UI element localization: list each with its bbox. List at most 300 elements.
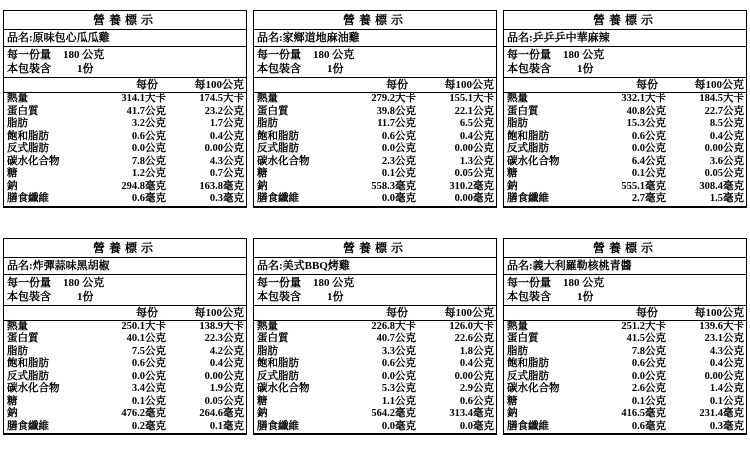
nutrient-per-serving-value: 41.7公克: [126, 105, 166, 117]
nutrient-row: [254, 358, 496, 371]
nutrient-name: 膳食纖維: [257, 193, 299, 204]
product-name-label: 品名:: [7, 32, 33, 44]
column-header-per-serving: 每份: [386, 306, 408, 319]
serving-info: [4, 47, 246, 78]
column-header-per-serving: 每份: [636, 306, 658, 319]
nutrient-name: 反式脂肪: [7, 143, 49, 154]
product-name-label: 品名:: [257, 259, 283, 272]
package-contains-value: 1份: [77, 290, 94, 303]
serving-size-label: 每一份量: [7, 49, 51, 61]
nutrient-per-serving-value: 558.3毫克: [371, 180, 416, 192]
nutrient-name: 糖: [7, 168, 18, 179]
nutrient-name: 糖: [507, 395, 518, 407]
nutrient-per-serving-value: 7.5公克: [131, 345, 166, 357]
product-name-label: 品名:: [507, 32, 533, 44]
nutrient-per-100g-value: 0.05公克: [704, 168, 744, 179]
nutrient-per-serving-value: 0.0公克: [131, 143, 166, 154]
nutrient-per-serving-value: 7.8公克: [131, 155, 166, 167]
nutrient-row: [4, 143, 246, 156]
nutrient-row: [504, 408, 746, 421]
nutrient-name: 蛋白質: [257, 333, 289, 344]
product-name-label: 品名:: [257, 32, 283, 44]
nutrient-row: [504, 106, 746, 119]
serving-size-row: [254, 48, 496, 62]
nutrient-per-serving-value: 0.0公克: [631, 370, 666, 382]
nutrient-per-serving-value: 0.6公克: [631, 358, 666, 369]
label-title: 營養標示: [4, 11, 246, 30]
nutrient-table: [4, 93, 246, 206]
nutrient-row: [254, 321, 496, 334]
nutrient-per-serving-value: 564.2毫克: [371, 408, 416, 419]
serving-size-value: 180 公克: [313, 49, 355, 61]
nutrient-per-100g-value: 22.1公克: [454, 105, 494, 117]
nutrient-per-serving-value: 2.6公克: [631, 383, 666, 394]
nutrient-name: 熱量: [507, 320, 528, 332]
nutrient-per-serving-value: 0.6公克: [131, 130, 166, 142]
nutrient-per-100g-value: 1.5毫克: [709, 193, 744, 204]
nutrient-name: 飽和脂肪: [7, 130, 49, 142]
serving-size-row: [4, 48, 246, 62]
nutrient-per-100g-value: 4.3公克: [209, 155, 244, 167]
nutrient-per-serving-value: 0.0毫克: [381, 193, 416, 204]
nutrient-table: [504, 321, 746, 434]
nutrient-row: [504, 421, 746, 434]
nutrient-per-100g-value: 0.3毫克: [709, 420, 744, 432]
column-header-per-100g: 每100公克: [444, 79, 494, 91]
nutrient-row: [254, 383, 496, 396]
nutrient-row: [504, 93, 746, 106]
product-name-row: [254, 30, 496, 47]
nutrient-per-100g-value: 0.00公克: [704, 370, 744, 382]
nutrient-per-serving-value: 1.1公克: [381, 395, 416, 407]
nutrient-per-serving-value: 0.6公克: [631, 130, 666, 142]
nutrient-name: 熱量: [257, 93, 278, 104]
nutrient-per-serving-value: 0.6公克: [131, 358, 166, 369]
nutrient-name: 碳水化合物: [7, 383, 60, 394]
nutrient-name: 碳水化合物: [257, 383, 310, 394]
nutrient-per-100g-value: 23.2公克: [204, 105, 244, 117]
column-header-spacer: [4, 306, 80, 320]
nutrient-per-serving-value: 0.6毫克: [631, 420, 666, 432]
nutrient-per-100g-value: 1.3公克: [459, 155, 494, 167]
nutrition-label-panel: [3, 238, 247, 436]
nutrient-name: 碳水化合物: [507, 383, 560, 394]
serving-info: [254, 275, 496, 306]
nutrient-name: 反式脂肪: [507, 143, 549, 154]
nutrient-per-serving-value: 250.1大卡: [121, 320, 166, 332]
nutrient-per-serving-value: 40.8公克: [626, 105, 666, 117]
nutrient-per-100g-value: 3.6公克: [709, 155, 744, 167]
package-contains-row: [254, 62, 496, 76]
nutrient-row: [4, 383, 246, 396]
nutrient-row: [4, 168, 246, 181]
nutrient-name: 碳水化合物: [7, 155, 60, 167]
column-header-per-serving: 每份: [136, 79, 158, 91]
nutrient-per-100g-value: 308.4毫克: [699, 180, 744, 192]
nutrient-per-serving-value: 40.7公克: [376, 333, 416, 344]
nutrient-row: [4, 106, 246, 119]
nutrient-row: [254, 168, 496, 181]
nutrient-table: [254, 93, 496, 206]
nutrient-name: 脂肪: [257, 118, 278, 129]
nutrient-name: 脂肪: [7, 345, 28, 357]
nutrient-per-100g-value: 0.00公克: [204, 370, 244, 382]
nutrient-per-100g-value: 0.1毫克: [209, 420, 244, 432]
nutrient-per-serving-value: 332.1大卡: [621, 93, 666, 104]
package-contains-value: 1份: [327, 63, 344, 75]
nutrient-per-serving-value: 2.7毫克: [631, 193, 666, 204]
nutrient-row: [254, 396, 496, 409]
nutrient-row: [504, 168, 746, 181]
package-contains-row: [504, 290, 746, 304]
nutrient-per-serving-value: 0.2毫克: [131, 420, 166, 432]
serving-size-row: [4, 276, 246, 290]
product-name: 美式BBQ烤雞: [282, 259, 350, 272]
nutrient-name: 蛋白質: [257, 105, 289, 117]
nutrient-name: 鈉: [507, 408, 518, 419]
serving-info: [254, 47, 496, 78]
column-header-per-100g: 每100公克: [694, 79, 744, 91]
column-header-row: [4, 306, 246, 321]
nutrient-per-100g-value: 0.6公克: [459, 395, 494, 407]
nutrient-row: [254, 143, 496, 156]
nutrient-name: 鈉: [7, 408, 18, 419]
nutrient-per-serving-value: 279.2大卡: [371, 93, 416, 104]
nutrient-per-100g-value: 1.9公克: [209, 383, 244, 394]
package-contains-row: [4, 62, 246, 76]
nutrient-per-100g-value: 310.2毫克: [449, 180, 494, 192]
nutrient-name: 蛋白質: [7, 105, 39, 117]
nutrient-per-100g-value: 0.4公克: [459, 130, 494, 142]
label-title: 營養標示: [4, 239, 246, 258]
nutrient-per-100g-value: 0.1公克: [709, 395, 744, 407]
nutrient-name: 反式脂肪: [7, 370, 49, 382]
nutrient-row: [504, 143, 746, 156]
nutrient-per-100g-value: 0.05公克: [204, 395, 244, 407]
nutrient-name: 反式脂肪: [507, 370, 549, 382]
nutrient-row: [504, 321, 746, 334]
nutrient-row: [4, 333, 246, 346]
nutrient-name: 飽和脂肪: [257, 130, 299, 142]
nutrient-name: 膳食纖維: [7, 420, 49, 432]
nutrient-per-serving-value: 5.3公克: [381, 383, 416, 394]
nutrient-name: 蛋白質: [507, 333, 539, 344]
nutrient-per-100g-value: 163.8毫克: [199, 180, 244, 192]
nutrient-name: 飽和脂肪: [7, 358, 49, 369]
nutrient-per-serving-value: 0.1公克: [631, 395, 666, 407]
nutrient-per-100g-value: 264.6毫克: [199, 408, 244, 419]
nutrient-row: [504, 181, 746, 194]
nutrient-row: [254, 371, 496, 384]
nutrient-per-100g-value: 0.0毫克: [459, 420, 494, 432]
serving-info: [504, 47, 746, 78]
serving-size-label: 每一份量: [257, 276, 301, 289]
nutrient-row: [4, 371, 246, 384]
nutrient-per-100g-value: 22.7公克: [704, 105, 744, 117]
nutrient-per-100g-value: 22.3公克: [204, 333, 244, 344]
nutrient-per-100g-value: 0.3毫克: [209, 193, 244, 204]
nutrient-per-100g-value: 0.00公克: [204, 143, 244, 154]
nutrient-per-100g-value: 22.6公克: [454, 333, 494, 344]
nutrient-per-serving-value: 0.0公克: [631, 143, 666, 154]
nutrient-per-100g-value: 1.7公克: [209, 118, 244, 129]
nutrient-per-100g-value: 174.5大卡: [199, 93, 244, 104]
nutrient-per-100g-value: 0.4公克: [709, 358, 744, 369]
nutrient-row: [504, 346, 746, 359]
nutrient-row: [254, 193, 496, 206]
nutrient-row: [254, 106, 496, 119]
product-name-row: [254, 258, 496, 275]
serving-size-label: 每一份量: [7, 276, 51, 289]
nutrient-per-serving-value: 294.8毫克: [121, 180, 166, 192]
nutrient-row: [254, 408, 496, 421]
serving-info: [504, 275, 746, 306]
nutrient-per-100g-value: 126.0大卡: [449, 320, 494, 332]
label-title: 營養標示: [254, 11, 496, 30]
label-title: 營養標示: [504, 239, 746, 258]
column-header-per-100g: 每100公克: [194, 306, 244, 319]
nutrition-label-panel: [503, 10, 747, 208]
nutrient-per-serving-value: 0.1公克: [381, 168, 416, 179]
product-name-row: [504, 30, 746, 47]
nutrient-per-serving-value: 41.5公克: [626, 333, 666, 344]
product-name: 義大利羅勒核桃青醬: [532, 259, 632, 272]
column-header-spacer: [504, 306, 580, 320]
nutrient-per-serving-value: 416.5毫克: [621, 408, 666, 419]
nutrient-name: 糖: [257, 395, 268, 407]
column-header-row: [504, 306, 746, 321]
nutrient-name: 膳食纖維: [507, 420, 549, 432]
nutrient-per-serving-value: 0.6公克: [381, 130, 416, 142]
nutrient-per-serving-value: 0.1公克: [631, 168, 666, 179]
nutrient-row: [254, 333, 496, 346]
nutrient-row: [504, 358, 746, 371]
serving-size-value: 180 公克: [313, 276, 355, 289]
nutrient-per-100g-value: 0.4公克: [209, 130, 244, 142]
nutrient-per-100g-value: 8.5公克: [709, 118, 744, 129]
nutrient-name: 碳水化合物: [257, 155, 310, 167]
nutrient-name: 熱量: [7, 320, 28, 332]
nutrient-row: [504, 156, 746, 169]
nutrient-per-100g-value: 23.1公克: [704, 333, 744, 344]
column-header-spacer: [4, 78, 80, 92]
nutrient-row: [254, 156, 496, 169]
nutrient-per-100g-value: 0.4公克: [209, 358, 244, 369]
nutrient-per-serving-value: 314.1大卡: [121, 93, 166, 104]
nutrient-per-serving-value: 0.6毫克: [131, 193, 166, 204]
serving-size-value: 180 公克: [563, 276, 605, 289]
product-name: 家鄉道地麻油雞: [282, 32, 360, 44]
nutrient-row: [504, 371, 746, 384]
nutrition-label-panel: [3, 10, 247, 208]
nutrient-row: [4, 321, 246, 334]
nutrient-row: [4, 181, 246, 194]
package-contains-label: 本包裝含: [7, 290, 51, 303]
nutrient-name: 脂肪: [507, 345, 528, 357]
product-name-row: [504, 258, 746, 275]
product-name-row: [4, 30, 246, 47]
column-header-row: [504, 78, 746, 93]
column-header-per-100g: 每100公克: [194, 79, 244, 91]
nutrient-per-serving-value: 0.1公克: [131, 395, 166, 407]
serving-size-row: [504, 48, 746, 62]
nutrient-row: [504, 333, 746, 346]
nutrient-name: 脂肪: [7, 118, 28, 129]
nutrient-row: [4, 346, 246, 359]
nutrient-per-100g-value: 184.5大卡: [699, 93, 744, 104]
nutrient-row: [4, 193, 246, 206]
nutrient-per-100g-value: 139.6大卡: [699, 320, 744, 332]
nutrient-per-100g-value: 6.5公克: [459, 118, 494, 129]
nutrient-per-serving-value: 476.2毫克: [121, 408, 166, 419]
nutrient-per-serving-value: 3.3公克: [381, 345, 416, 357]
column-header-per-serving: 每份: [386, 79, 408, 91]
column-header-spacer: [504, 78, 580, 92]
nutrient-per-serving-value: 0.6公克: [381, 358, 416, 369]
serving-size-label: 每一份量: [507, 276, 551, 289]
serving-info: [4, 275, 246, 306]
nutrient-row: [4, 408, 246, 421]
nutrient-name: 鈉: [257, 408, 268, 419]
nutrient-per-100g-value: 138.9大卡: [199, 320, 244, 332]
column-header-per-100g: 每100公克: [444, 306, 494, 319]
product-name-row: [4, 258, 246, 275]
nutrient-table: [254, 321, 496, 434]
nutrient-per-serving-value: 7.8公克: [631, 345, 666, 357]
package-contains-value: 1份: [577, 63, 594, 75]
nutrient-per-serving-value: 3.4公克: [131, 383, 166, 394]
nutrient-name: 鈉: [507, 180, 518, 192]
nutrient-per-100g-value: 0.00公克: [454, 143, 494, 154]
nutrient-per-100g-value: 0.4公克: [459, 358, 494, 369]
serving-size-row: [504, 276, 746, 290]
nutrient-per-100g-value: 2.9公克: [459, 383, 494, 394]
nutrient-row: [254, 93, 496, 106]
nutrient-row: [504, 193, 746, 206]
nutrient-per-100g-value: 4.2公克: [209, 345, 244, 357]
nutrient-per-serving-value: 2.3公克: [381, 155, 416, 167]
package-contains-row: [254, 290, 496, 304]
product-name-label: 品名:: [507, 259, 533, 272]
nutrient-table: [4, 321, 246, 434]
nutrient-name: 反式脂肪: [257, 370, 299, 382]
nutrient-name: 膳食纖維: [507, 193, 549, 204]
nutrient-row: [504, 383, 746, 396]
nutrient-row: [4, 156, 246, 169]
package-contains-label: 本包裝含: [507, 290, 551, 303]
label-title: 營養標示: [504, 11, 746, 30]
package-contains-row: [4, 290, 246, 304]
nutrient-name: 膳食纖維: [7, 193, 49, 204]
nutrient-per-serving-value: 1.2公克: [131, 168, 166, 179]
nutrient-per-serving-value: 251.2大卡: [621, 320, 666, 332]
nutrient-per-100g-value: 155.1大卡: [449, 93, 494, 104]
nutrient-per-100g-value: 313.4毫克: [449, 408, 494, 419]
package-contains-label: 本包裝含: [7, 63, 51, 75]
nutrient-name: 脂肪: [507, 118, 528, 129]
nutrient-per-serving-value: 0.0公克: [381, 370, 416, 382]
nutrient-per-serving-value: 0.0公克: [131, 370, 166, 382]
label-title: 營養標示: [254, 239, 496, 258]
nutrient-row: [504, 396, 746, 409]
nutrient-name: 鈉: [7, 180, 18, 192]
package-contains-value: 1份: [577, 290, 594, 303]
column-header-spacer: [254, 78, 330, 92]
nutrient-name: 糖: [257, 168, 268, 179]
nutrient-name: 脂肪: [257, 345, 278, 357]
product-name: 炸彈蒜味黑胡椒: [32, 259, 110, 272]
nutrient-row: [4, 118, 246, 131]
nutrition-label-panel: [503, 238, 747, 436]
serving-size-label: 每一份量: [257, 49, 301, 61]
package-contains-label: 本包裝含: [507, 63, 551, 75]
nutrient-name: 蛋白質: [507, 105, 539, 117]
nutrient-name: 蛋白質: [7, 333, 39, 344]
nutrient-per-serving-value: 3.2公克: [131, 118, 166, 129]
nutrient-name: 飽和脂肪: [507, 130, 549, 142]
column-header-per-serving: 每份: [136, 306, 158, 319]
package-contains-value: 1份: [327, 290, 344, 303]
nutrient-per-100g-value: 0.00毫克: [454, 193, 494, 204]
nutrient-name: 碳水化合物: [507, 155, 560, 167]
nutrient-row: [254, 181, 496, 194]
serving-size-value: 180 公克: [63, 276, 105, 289]
nutrient-per-100g-value: 4.3公克: [709, 345, 744, 357]
package-contains-value: 1份: [77, 63, 94, 75]
nutrient-per-serving-value: 39.8公克: [376, 105, 416, 117]
product-name: 原味包心瓜瓜雞: [32, 32, 110, 44]
column-header-row: [254, 306, 496, 321]
nutrient-row: [4, 396, 246, 409]
nutrient-name: 飽和脂肪: [257, 358, 299, 369]
nutrient-per-100g-value: 231.4毫克: [699, 408, 744, 419]
column-header-row: [254, 78, 496, 93]
nutrient-row: [4, 358, 246, 371]
nutrient-per-serving-value: 0.0毫克: [381, 420, 416, 432]
nutrient-per-100g-value: 1.8公克: [459, 345, 494, 357]
nutrient-row: [4, 421, 246, 434]
nutrient-per-serving-value: 555.1毫克: [621, 180, 666, 192]
package-contains-label: 本包裝含: [257, 290, 301, 303]
serving-size-value: 180 公克: [563, 49, 605, 61]
nutrient-per-100g-value: 0.00公克: [704, 143, 744, 154]
nutrient-per-serving-value: 0.0公克: [381, 143, 416, 154]
serving-size-label: 每一份量: [507, 49, 551, 61]
nutrient-name: 糖: [7, 395, 18, 407]
nutrient-name: 鈉: [257, 180, 268, 192]
nutrient-per-serving-value: 40.1公克: [126, 333, 166, 344]
nutrient-per-serving-value: 15.3公克: [626, 118, 666, 129]
nutrition-label-panel: [253, 10, 497, 208]
serving-size-row: [254, 276, 496, 290]
nutrient-per-100g-value: 0.4公克: [709, 130, 744, 142]
nutrient-table: [504, 93, 746, 206]
nutrient-per-serving-value: 11.7公克: [377, 118, 416, 129]
nutrition-label-panel: [253, 238, 497, 436]
product-name: 乒乒乒中華麻辣: [532, 32, 610, 44]
column-header-spacer: [254, 306, 330, 320]
nutrient-name: 熱量: [7, 93, 28, 104]
nutrient-per-100g-value: 1.4公克: [709, 383, 744, 394]
nutrient-name: 糖: [507, 168, 518, 179]
nutrient-name: 反式脂肪: [257, 143, 299, 154]
nutrient-row: [4, 131, 246, 144]
nutrient-name: 膳食纖維: [257, 420, 299, 432]
column-header-row: [4, 78, 246, 93]
column-header-per-serving: 每份: [636, 79, 658, 91]
nutrient-row: [504, 131, 746, 144]
nutrient-row: [254, 421, 496, 434]
